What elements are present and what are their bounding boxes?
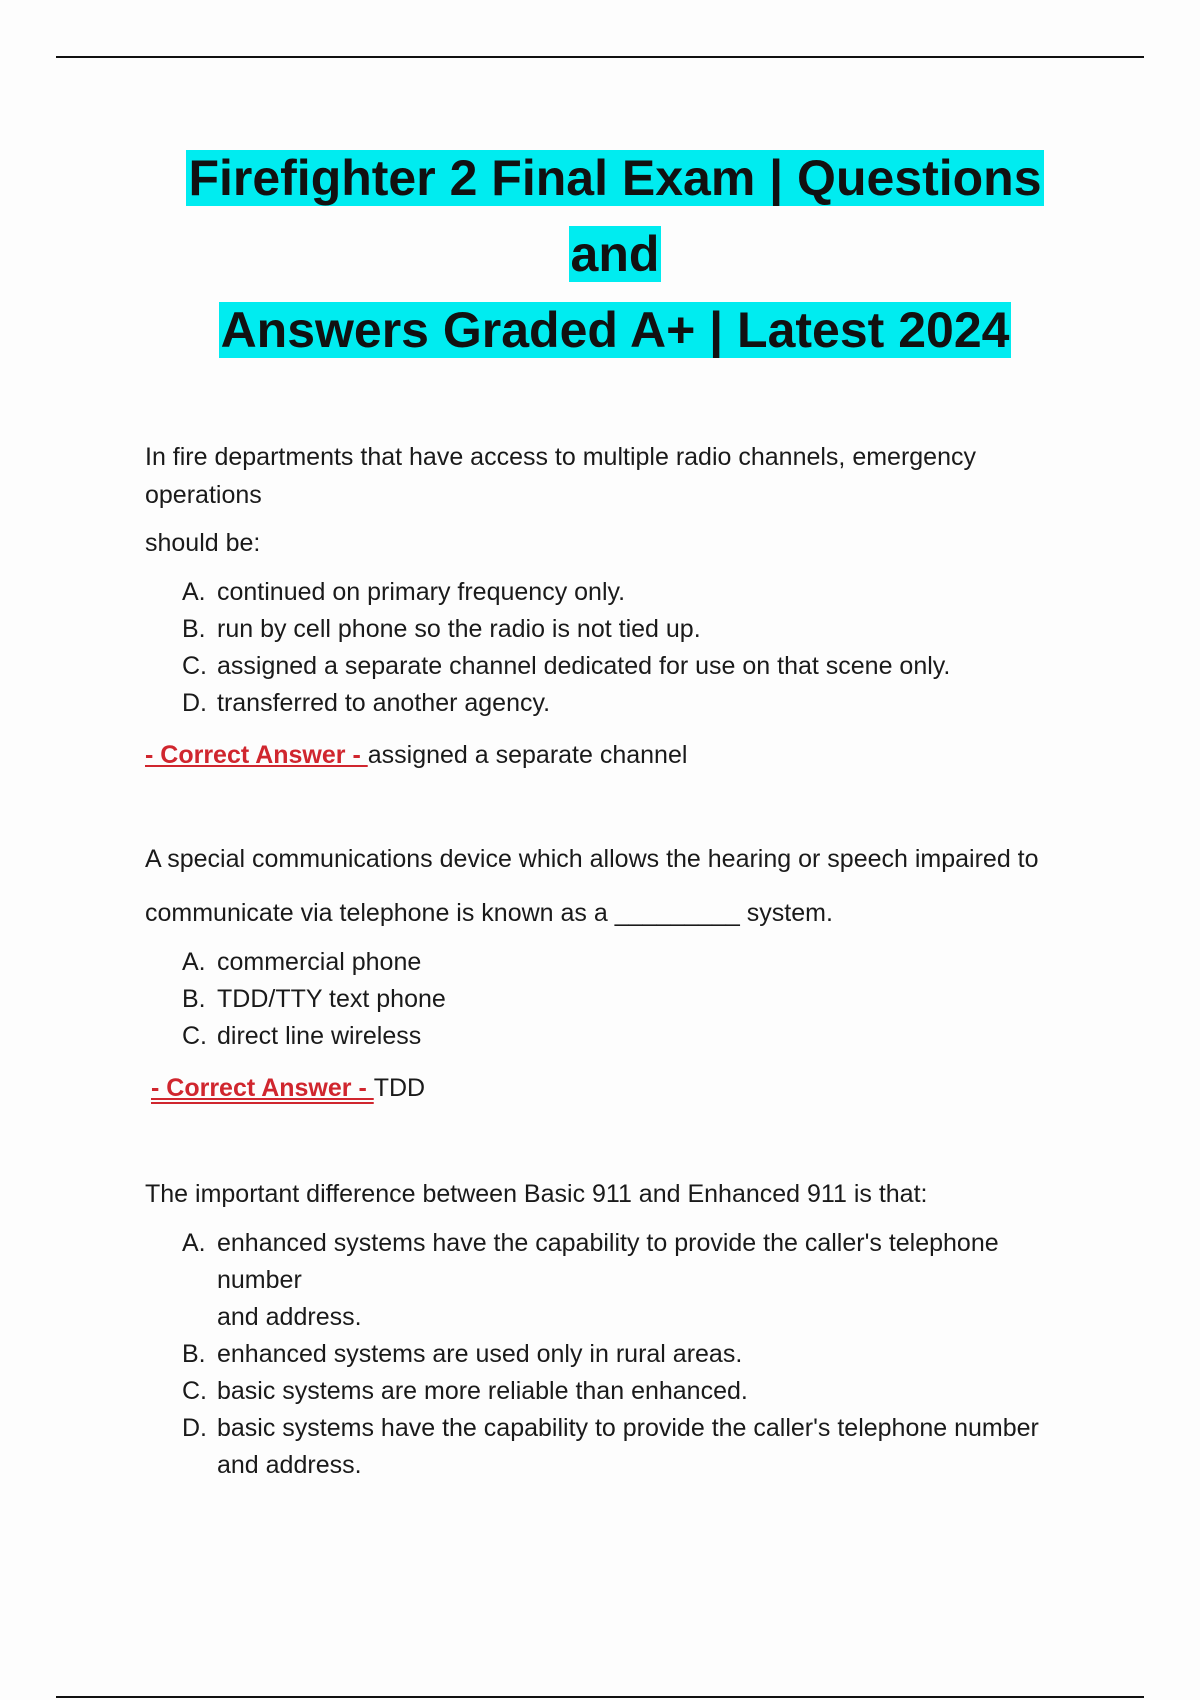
title-line-2: Answers Graded A+ | Latest 2024 (220, 302, 1010, 358)
question-1-prompt-line-2: should be: (145, 529, 261, 557)
option-d: D. basic systems have the capability to provide the caller's telephone number and address. (182, 1414, 1039, 1479)
option-b: B. run by cell phone so the radio is not tied up. (182, 615, 701, 643)
question-1-prompt (145, 438, 1085, 562)
correct-answer-label: - Correct Answer - (151, 1074, 374, 1102)
bottom-rule (56, 1696, 1144, 1698)
question-2-options (145, 944, 1085, 1055)
question-2 (145, 840, 1085, 1107)
option-a: A. commercial phone (182, 948, 422, 976)
question-2-answer (151, 1069, 1085, 1107)
option-b: B. TDD/TTY text phone (182, 985, 446, 1013)
option-b: B. enhanced systems are used only in rural areas. (182, 1340, 743, 1368)
document-body (145, 140, 1085, 1484)
question-1 (145, 438, 1085, 774)
option-d: D. transferred to another agency. (182, 689, 551, 717)
option-a: A. continued on primary frequency only. (182, 578, 626, 606)
question-2-prompt-line-1: A special communications device which allows the hearing or speech impaired to (145, 845, 1039, 873)
option-c: C. basic systems are more reliable than enhanced. (182, 1377, 748, 1405)
question-1-answer (145, 736, 1085, 774)
question-3-prompt: The important difference between Basic 911 and Enhanced 911 is that: (145, 1180, 928, 1208)
top-rule (56, 56, 1144, 58)
question-1-options (145, 574, 1085, 722)
option-c: C. assigned a separate channel dedicated for use on that scene only. (182, 652, 951, 680)
correct-answer-label: - Correct Answer - (145, 741, 368, 769)
question-3-options (145, 1225, 1085, 1484)
correct-answer-text: TDD (373, 1074, 426, 1102)
question-1-prompt-line-1: In fire departments that have access to multiple radio channels, emergency operations (145, 443, 976, 509)
question-2-prompt (145, 840, 1085, 932)
page-title (145, 140, 1085, 368)
question-2-prompt-line-2: communicate via telephone is known as a _________ system. (145, 899, 833, 927)
option-c: C. direct line wireless (182, 1022, 422, 1050)
correct-answer-text: assigned a separate channel (367, 741, 688, 769)
title-line-1: Firefighter 2 Final Exam | Questions and (188, 150, 1042, 282)
option-a: A. enhanced systems have the capability to provide the caller's telephone number and address. (182, 1229, 999, 1331)
question-3 (145, 1175, 1085, 1484)
